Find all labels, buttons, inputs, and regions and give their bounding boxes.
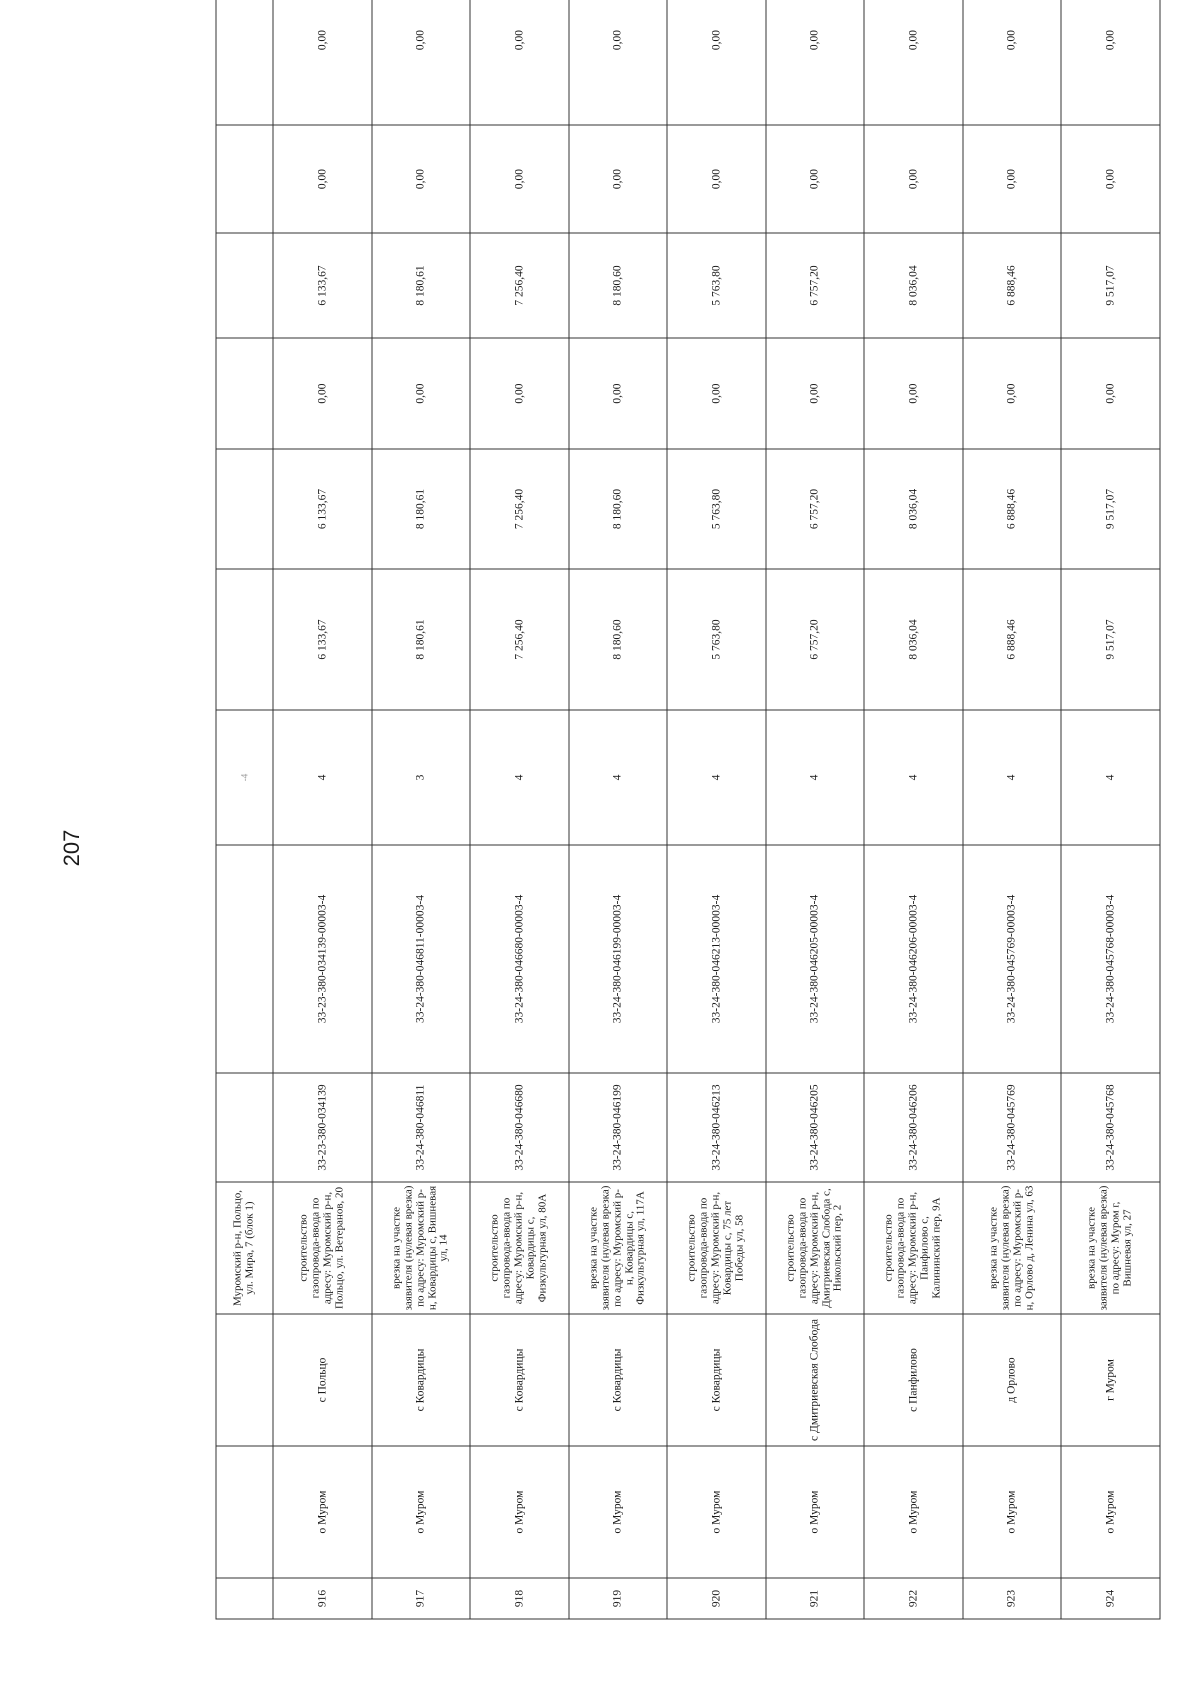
cadastral-code-cell: 33-24-380-046680 [470,1073,569,1182]
amount-2-cell: 6 757,20 [766,449,865,569]
description-cell: врезка на участке заявителя (нулевая врезка) по адресу: Муромский р-н, Ковардицы с, Физкультурная ул, 117А [569,1182,668,1314]
settlement-cell: д Орлово [963,1314,1062,1446]
category-cell: 4 [273,710,372,845]
application-code-cell: 33-24-380-045769-00003-4 [963,845,1062,1073]
amount-2-cell: 8 180,60 [569,449,668,569]
header-settlement-cell [216,1314,273,1446]
settlement-cell: с Дмитриевская Слобода [766,1314,865,1446]
description-cell: строительство газопровода-ввода по адресу: Муромский р-н, Ковардицы с, Физкультурная ул, 80А [470,1182,569,1314]
header-district-cell [216,1446,273,1578]
gas-connection-table [216,0,1161,1619]
row-number-cell: 924 [1061,1578,1160,1619]
amount-6-cell: 0,00 [372,0,471,125]
amount-4-cell: 9 517,07 [1061,233,1160,338]
amount-6-cell: 0,00 [667,0,766,125]
district-cell: о Муром [372,1446,471,1578]
district-cell: о Муром [766,1446,865,1578]
header-code-full-cell [216,845,273,1073]
application-code-cell: 33-24-380-046206-00003-4 [864,845,963,1073]
row-number-cell: 923 [963,1578,1062,1619]
amount-total-cell: 6 757,20 [766,569,865,710]
settlement-cell: с Ковардицы [470,1314,569,1446]
amount-total-cell: 8 180,61 [372,569,471,710]
row-number-cell: 917 [372,1578,471,1619]
amount-total-cell: 7 256,40 [470,569,569,710]
amount-5-cell: 0,00 [667,125,766,233]
header-v6-cell [216,0,273,125]
header-code-short-cell [216,1073,273,1182]
amount-4-cell: 8 180,61 [372,233,471,338]
application-code-cell: 33-24-380-046213-00003-4 [667,845,766,1073]
amount-total-cell: 9 517,07 [1061,569,1160,710]
header-v3-cell [216,338,273,449]
amount-2-cell: 7 256,40 [470,449,569,569]
application-code-cell: 33-24-380-045768-00003-4 [1061,845,1160,1073]
header-description-cell: Муромский р-н, Польцо, ул. Мира, 7 (блок 1) [216,1182,273,1314]
row-number-cell: 916 [273,1578,372,1619]
category-cell: 4 [470,710,569,845]
amount-total-cell: 6 133,67 [273,569,372,710]
description-cell: врезка на участке заявителя (нулевая врезка) по адресу: Муромский р-н, Ковардицы с, Вишневая ул, 14 [372,1182,471,1314]
description-cell: врезка на участке заявителя (нулевая врезка) по адресу: Муромский р-н, Орлово д, Ленина ул, 63 [963,1182,1062,1314]
settlement-cell: с Ковардицы [667,1314,766,1446]
row-number-cell: 920 [667,1578,766,1619]
table-row [766,0,865,1619]
settlement-cell: с Польцо [273,1314,372,1446]
application-code-cell: 33-24-380-046199-00003-4 [569,845,668,1073]
cadastral-code-cell: 33-24-380-045768 [1061,1073,1160,1182]
table-row [569,0,668,1619]
settlement-cell: г Муром [1061,1314,1160,1446]
description-cell: строительство газопровода-ввода по адресу: Муромский р-н, Польцо, ул. Ветеранов, 20 [273,1182,372,1314]
cadastral-code-cell: 33-23-380-034139 [273,1073,372,1182]
amount-3-cell: 0,00 [667,338,766,449]
description-cell: врезка на участке заявителя (нулевая врезка) по адресу: Муром г, Вишневая ул, 27 [1061,1182,1160,1314]
amount-2-cell: 5 763,80 [667,449,766,569]
amount-5-cell: 0,00 [1061,125,1160,233]
category-cell: 4 [963,710,1062,845]
amount-total-cell: 6 888,46 [963,569,1062,710]
row-number-cell: 918 [470,1578,569,1619]
district-cell: о Муром [667,1446,766,1578]
amount-5-cell: 0,00 [569,125,668,233]
description-cell: строительство газопровода-ввода по адресу: Муромский р-н, Панфилово с, Калининский пер, 9А [864,1182,963,1314]
amount-4-cell: 6 133,67 [273,233,372,338]
row-number-cell: 921 [766,1578,865,1619]
amount-3-cell: 0,00 [963,338,1062,449]
table-row [963,0,1062,1619]
cadastral-code-cell: 33-24-380-046213 [667,1073,766,1182]
application-code-cell: 33-24-380-046205-00003-4 [766,845,865,1073]
amount-3-cell: 0,00 [766,338,865,449]
district-cell: о Муром [864,1446,963,1578]
page-number: 207 [59,829,84,867]
amount-total-cell: 5 763,80 [667,569,766,710]
category-cell: 3 [372,710,471,845]
category-cell: 4 [766,710,865,845]
description-cell: строительство газопровода-ввода по адресу: Муромский р-н, Дмитриевская Слобода с, Никольский пер, 2 [766,1182,865,1314]
amount-2-cell: 6 888,46 [963,449,1062,569]
amount-4-cell: 8 180,60 [569,233,668,338]
amount-6-cell: 0,00 [1061,0,1160,125]
amount-6-cell: 0,00 [864,0,963,125]
amount-3-cell: 0,00 [273,338,372,449]
amount-3-cell: 0,00 [470,338,569,449]
row-number-cell: 922 [864,1578,963,1619]
table-row [273,0,372,1619]
district-cell: о Муром [273,1446,372,1578]
header-v2-cell [216,449,273,569]
amount-5-cell: 0,00 [273,125,372,233]
district-cell: о Муром [470,1446,569,1578]
amount-2-cell: 8 036,04 [864,449,963,569]
category-cell: 4 [864,710,963,845]
amount-3-cell: 0,00 [372,338,471,449]
header-v4-cell [216,233,273,338]
cadastral-code-cell: 33-24-380-046206 [864,1073,963,1182]
category-cell: 4 [569,710,668,845]
header-num-cell [216,1578,273,1619]
gas-connection-table-wrapper [216,29,1161,1619]
amount-total-cell: 8 036,04 [864,569,963,710]
table-row [372,0,471,1619]
district-cell: о Муром [1061,1446,1160,1578]
table-row [1061,0,1160,1619]
amount-2-cell: 9 517,07 [1061,449,1160,569]
amount-6-cell: 0,00 [470,0,569,125]
amount-2-cell: 6 133,67 [273,449,372,569]
amount-3-cell: 0,00 [1061,338,1160,449]
application-code-cell: 33-24-380-046811-00003-4 [372,845,471,1073]
cadastral-code-cell: 33-24-380-046811 [372,1073,471,1182]
amount-6-cell: 0,00 [569,0,668,125]
amount-3-cell: 0,00 [569,338,668,449]
amount-3-cell: 0,00 [864,338,963,449]
header-v1-cell [216,569,273,710]
header-v5-cell [216,125,273,233]
table-header-row [216,0,273,1619]
category-cell: 4 [667,710,766,845]
amount-total-cell: 8 180,60 [569,569,668,710]
settlement-cell: с Ковардицы [372,1314,471,1446]
amount-6-cell: 0,00 [963,0,1062,125]
header-category-cell: -4 [216,710,273,845]
settlement-cell: с Панфилово [864,1314,963,1446]
table-row [864,0,963,1619]
amount-4-cell: 6 757,20 [766,233,865,338]
application-code-cell: 33-23-380-034139-00003-4 [273,845,372,1073]
table-row [470,0,569,1619]
category-cell: 4 [1061,710,1160,845]
cadastral-code-cell: 33-24-380-046199 [569,1073,668,1182]
table-row [667,0,766,1619]
amount-5-cell: 0,00 [372,125,471,233]
district-cell: о Муром [963,1446,1062,1578]
amount-5-cell: 0,00 [963,125,1062,233]
settlement-cell: с Ковардицы [569,1314,668,1446]
amount-4-cell: 8 036,04 [864,233,963,338]
cadastral-code-cell: 33-24-380-046205 [766,1073,865,1182]
description-cell: строительство газопровода-ввода по адресу: Муромский р-н, Ковардицы с, 75 лет Победы ул, 58 [667,1182,766,1314]
row-number-cell: 919 [569,1578,668,1619]
amount-5-cell: 0,00 [864,125,963,233]
amount-6-cell: 0,00 [273,0,372,125]
amount-4-cell: 5 763,80 [667,233,766,338]
amount-5-cell: 0,00 [766,125,865,233]
amount-4-cell: 7 256,40 [470,233,569,338]
amount-2-cell: 8 180,61 [372,449,471,569]
cadastral-code-cell: 33-24-380-045769 [963,1073,1062,1182]
application-code-cell: 33-24-380-046680-00003-4 [470,845,569,1073]
amount-5-cell: 0,00 [470,125,569,233]
amount-4-cell: 6 888,46 [963,233,1062,338]
amount-6-cell: 0,00 [766,0,865,125]
district-cell: о Муром [569,1446,668,1578]
